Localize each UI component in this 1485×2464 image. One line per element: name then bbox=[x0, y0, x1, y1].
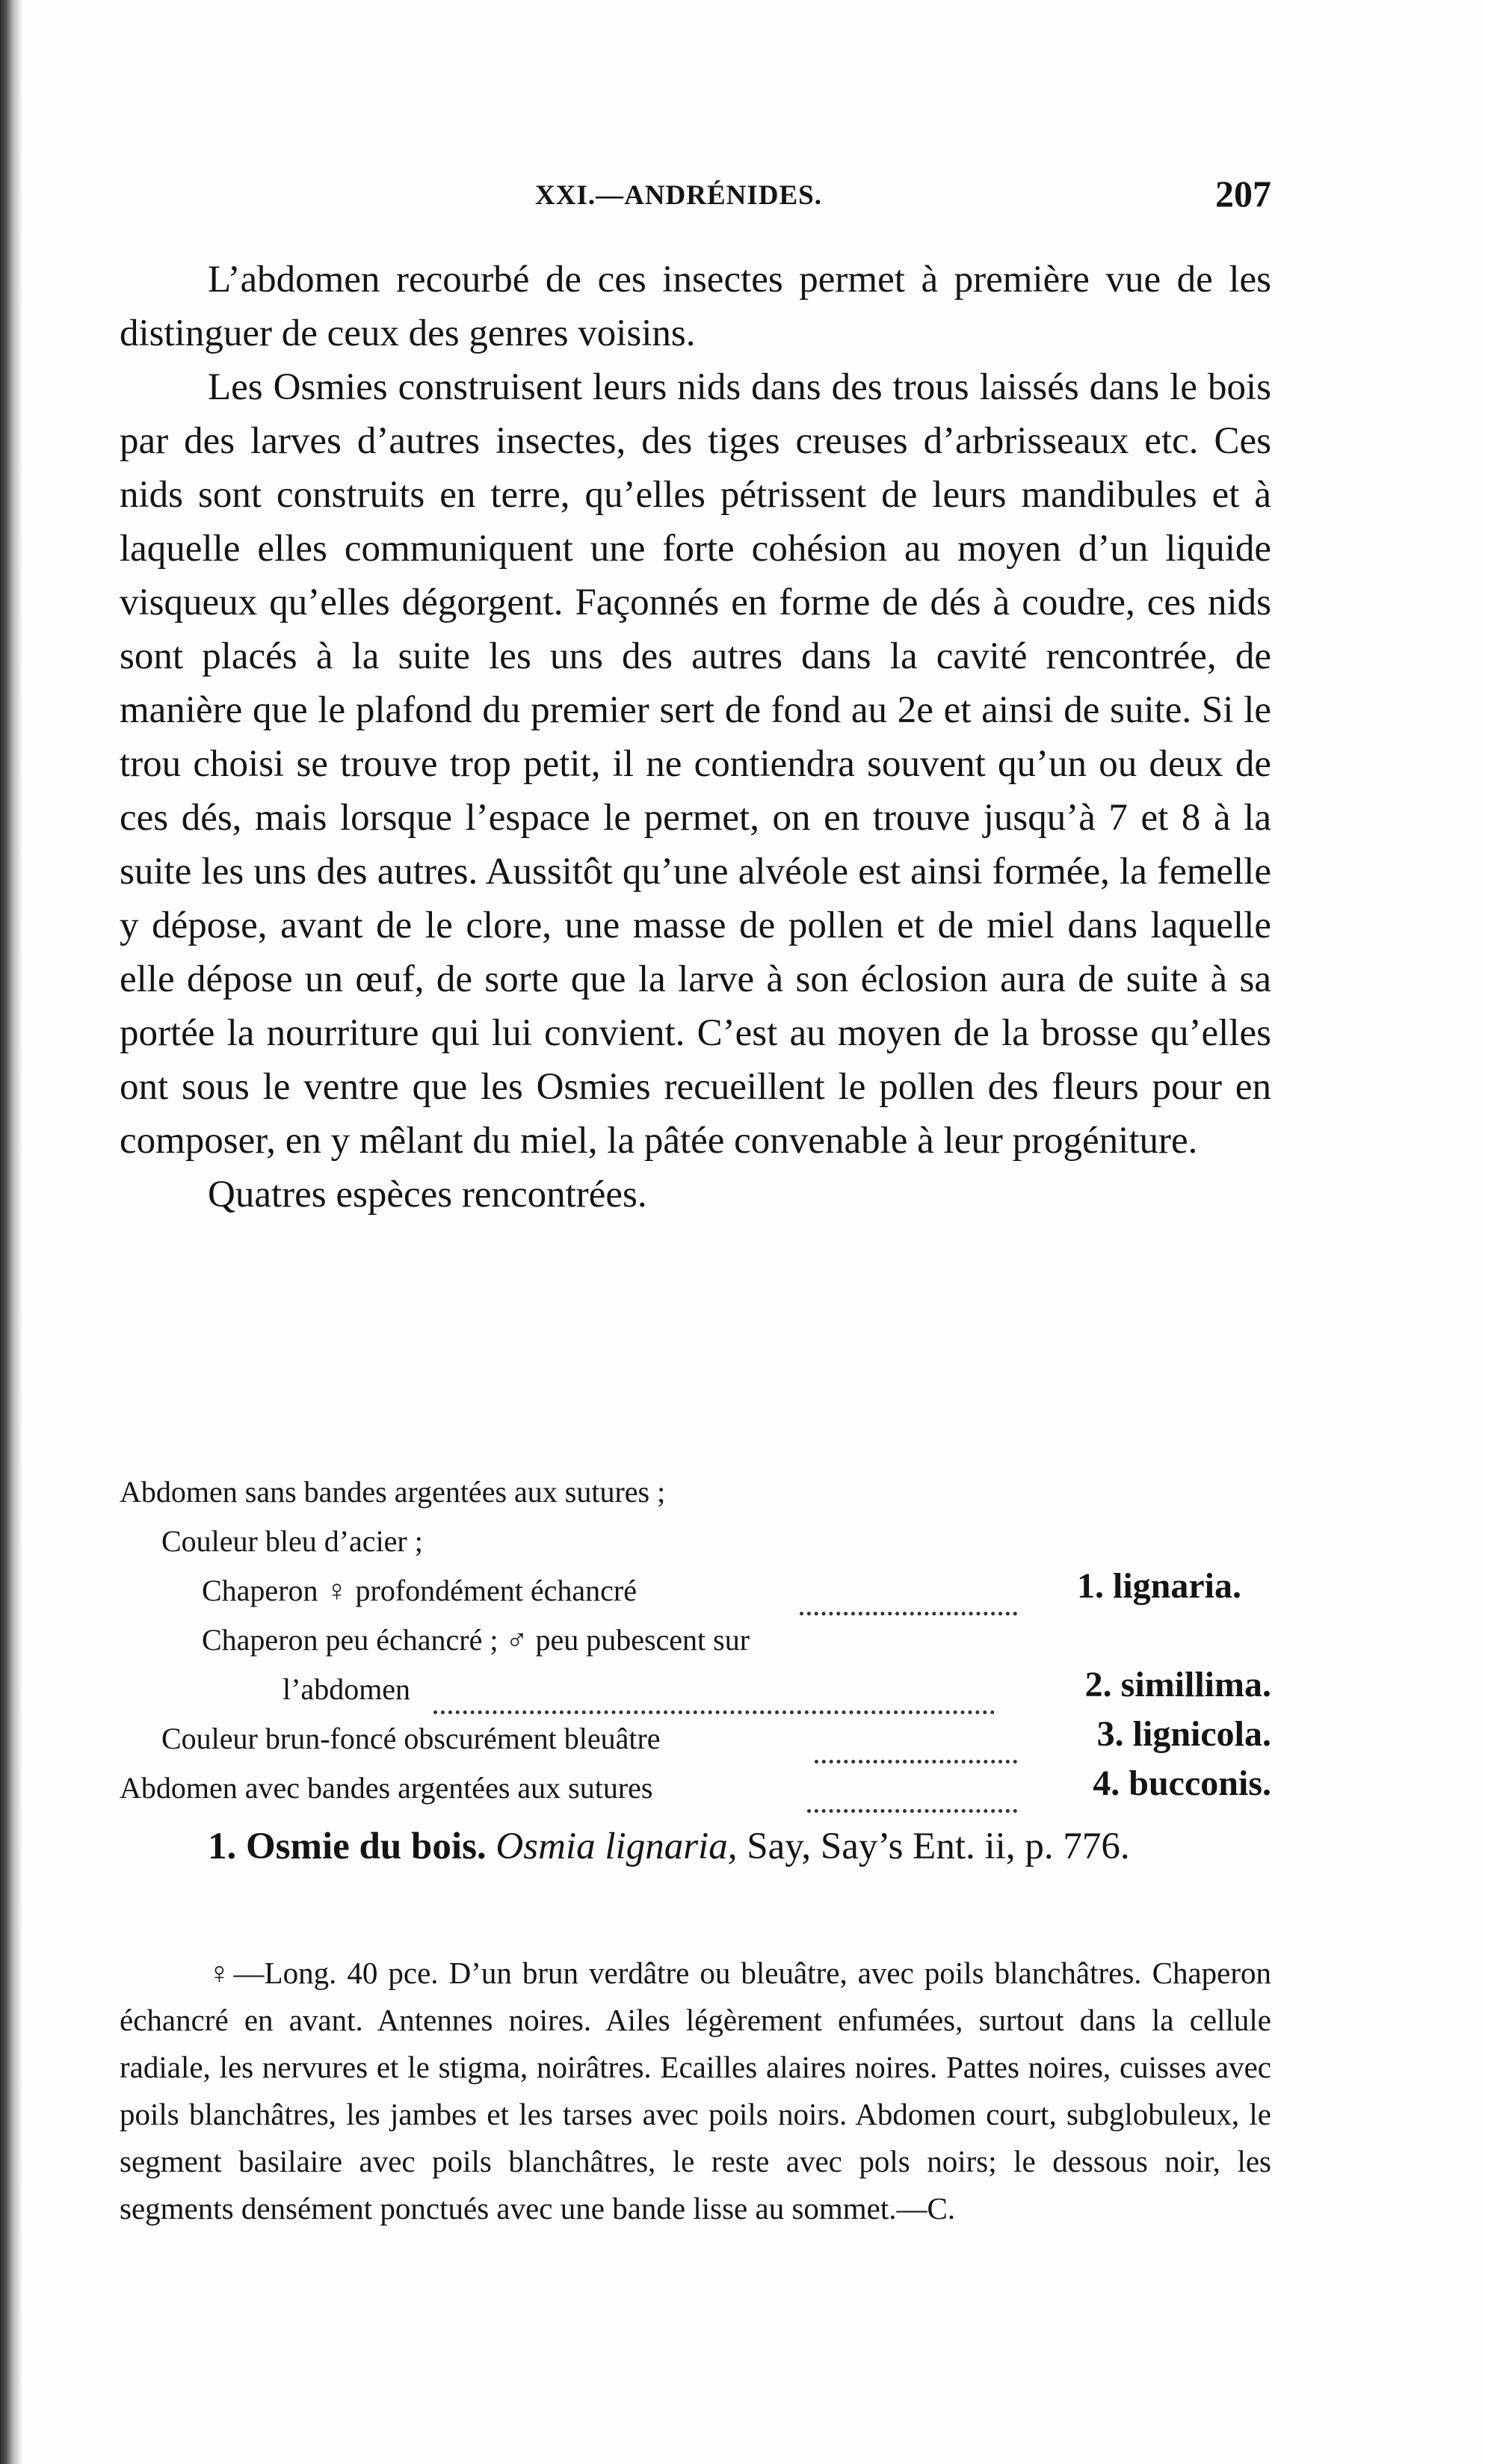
species-reference: Say, Say’s Ent. ii, p. 776. bbox=[747, 1826, 1130, 1867]
species-heading bbox=[120, 1820, 1271, 1873]
paragraph-nesting: Les Osmies construisent leurs nids dans des trous laissés dans le bois par des larves d’autres insectes, des tiges creuses d’arbrisseaux etc. Ces nids sont construits en terre, qu’elles pétrissent de leurs mandibules et à laquelle elles communiquent une forte cohésion au moyen d’un liquide visqueux qu’elles dégorgent. Façonnés en forme de dés à coudre, ces nids sont placés à la suite les uns des autres dans la cavité rencontrée, de manière que le plafond du premier sert de fond au 2e et ainsi de suite. Si le trou choisi se trouve trop petit, il ne contiendra souvent qu’un ou deux de ces dés, mais lorsque l’espace le permet, on en trouve jusqu’à 7 et 8 à la suite les uns des autres. Aussitôt qu’une alvéole est ainsi formée, la femelle y dépose, avant de le clore, une masse de pollen et de miel dans laquelle elle dépose un œuf, de sorte que la larve à son éclosion aura de suite à sa portée la nourriture qui lui convient. C’est au moyen de la brosse qu’elles ont sous le ventre que les Osmies recueillent le pollen des fleurs pour en composer, en y mêlant du miel, la pâtée convenable à leur progéniture. bbox=[120, 366, 1271, 1162]
key-line: l’abdomen bbox=[283, 1672, 411, 1706]
running-head: XXI.—ANDRÉNIDES. bbox=[535, 180, 822, 211]
page-number: 207 bbox=[1215, 173, 1271, 215]
key-line: Chaperon peu échancré ; ♂ peu pubescent sur bbox=[202, 1623, 750, 1657]
key-row-7 bbox=[120, 1764, 1271, 1820]
main-text bbox=[120, 253, 1271, 1222]
key-row-1 bbox=[120, 1474, 1271, 1524]
identification-key bbox=[120, 1474, 1271, 1820]
key-species-lignicola: 3. lignicola. bbox=[1096, 1714, 1271, 1754]
species-entry bbox=[120, 1820, 1271, 1873]
key-row-3 bbox=[120, 1566, 1271, 1622]
key-line: Couleur brun-foncé obscurément bleuâtre bbox=[161, 1722, 661, 1755]
key-line: Chaperon ♀ profondément échancré bbox=[202, 1574, 637, 1607]
species-count-line: Quatres espèces rencontrées. bbox=[208, 1174, 647, 1216]
leader-dots bbox=[815, 1721, 1017, 1764]
description-text: ♀—Long. 40 pce. D’un brun verdâtre ou bleuâtre, avec poils blanchâtres. Chaperon échancré en avant. Antennes noires. Ailes légèrement enfumées, surtout dans la cellule radiale, les nervures et le stigma, noirâtres. Ecailles alaires noires. Pattes noires, cuisses avec poils blanchâtres, les jambes et les tarses avec poils noirs. Abdomen court, subglobuleux, le segment basilaire avec poils blanchâtres, le reste avec pols noirs; le dessous noir, les segments densément ponctués avec une bande lisse au sommet.—C. bbox=[120, 1956, 1271, 2226]
key-line: Abdomen avec bandes argentées aux sutures bbox=[120, 1771, 653, 1805]
key-species-simillima: 2. simillima. bbox=[1084, 1665, 1271, 1704]
species-description bbox=[120, 1950, 1271, 2232]
key-species-lignaria: 1. lignaria. bbox=[1076, 1566, 1241, 1606]
species-name: 1. Osmie du bois. bbox=[208, 1826, 487, 1867]
page-header bbox=[120, 173, 1271, 221]
species-latin-name: Osmia lignaria, bbox=[495, 1826, 738, 1867]
paragraph-intro: L’abdomen recourbé de ces insectes permet à première vue de les distinguer de ceux des genres voisins. bbox=[120, 259, 1271, 354]
leader-dots bbox=[800, 1573, 1017, 1616]
key-line: Couleur bleu d’acier ; bbox=[161, 1524, 423, 1558]
page-binding-shadow bbox=[0, 0, 22, 2464]
leader-dots bbox=[807, 1770, 1017, 1813]
key-line: Abdomen sans bandes argentées aux sutures ; bbox=[120, 1475, 666, 1509]
leader-dots bbox=[433, 1672, 995, 1714]
key-species-bucconis: 4. bucconis. bbox=[1093, 1764, 1271, 1803]
